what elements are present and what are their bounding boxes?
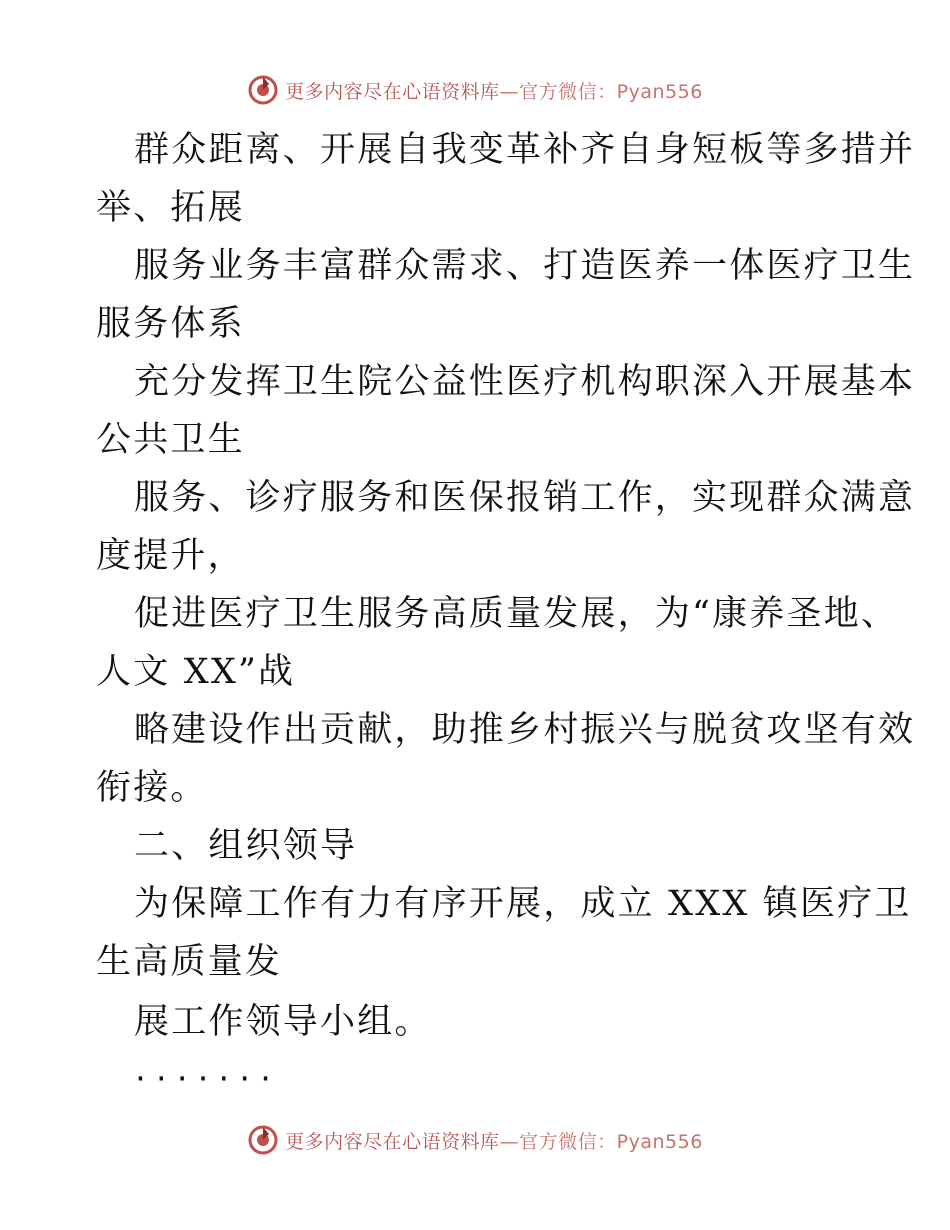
- paragraph-1-line-1: 群众距离、开展自我变革补齐自身短板等多措并: [134, 130, 916, 170]
- org-paragraph-line-2: 生高质量发: [96, 942, 283, 982]
- org-paragraph-line-1: 为保障工作有力有序开展，成立 XXX 镇医疗卫: [134, 884, 912, 924]
- watermark-text: [285, 1127, 703, 1154]
- watermark-brand: 更多内容尽在心语资料库: [285, 1130, 500, 1153]
- watermark-text: [285, 77, 703, 104]
- paragraph-2-line-1: 服务业务丰富群众需求、打造医养一体医疗卫生: [134, 246, 916, 286]
- paragraph-5-line-1: 促进医疗卫生服务高质量发展，为“康养圣地、: [134, 594, 899, 634]
- paragraph-4-line-1: 服务、诊疗服务和医保报销工作，实现群众满意: [134, 478, 916, 518]
- paragraph-3-line-2: 公共卫生: [96, 420, 245, 460]
- watermark-contact: —官方微信：Pyan556: [499, 80, 703, 103]
- watermark-contact: —官方微信：Pyan556: [499, 1130, 703, 1153]
- footer-watermark: [0, 1122, 950, 1158]
- paragraph-2-line-2: 服务体系: [96, 304, 245, 344]
- paragraph-5-line-2: 人文 XX”战: [96, 652, 296, 692]
- paragraph-4-line-2: 度提升，: [96, 536, 245, 576]
- watermark-brand: 更多内容尽在心语资料库: [285, 80, 500, 103]
- section-heading: 二、组织领导: [134, 826, 358, 866]
- paragraph-6-line-2: 衔接。: [96, 768, 208, 808]
- pen-seal-icon: [247, 1124, 279, 1156]
- pen-seal-icon: [247, 74, 279, 106]
- paragraph-6-line-1: 略建设作出贡献，助推乡村振兴与脱贫攻坚有效: [134, 710, 916, 750]
- paragraph-3-line-1: 充分发挥卫生院公益性医疗机构职深入开展基本: [134, 362, 916, 402]
- paragraph-1-line-2: 举、拓展: [96, 188, 245, 228]
- org-paragraph-line-3: 展工作领导小组。: [134, 1002, 432, 1042]
- header-watermark: [0, 72, 950, 108]
- ellipsis: ·······: [132, 1062, 279, 1095]
